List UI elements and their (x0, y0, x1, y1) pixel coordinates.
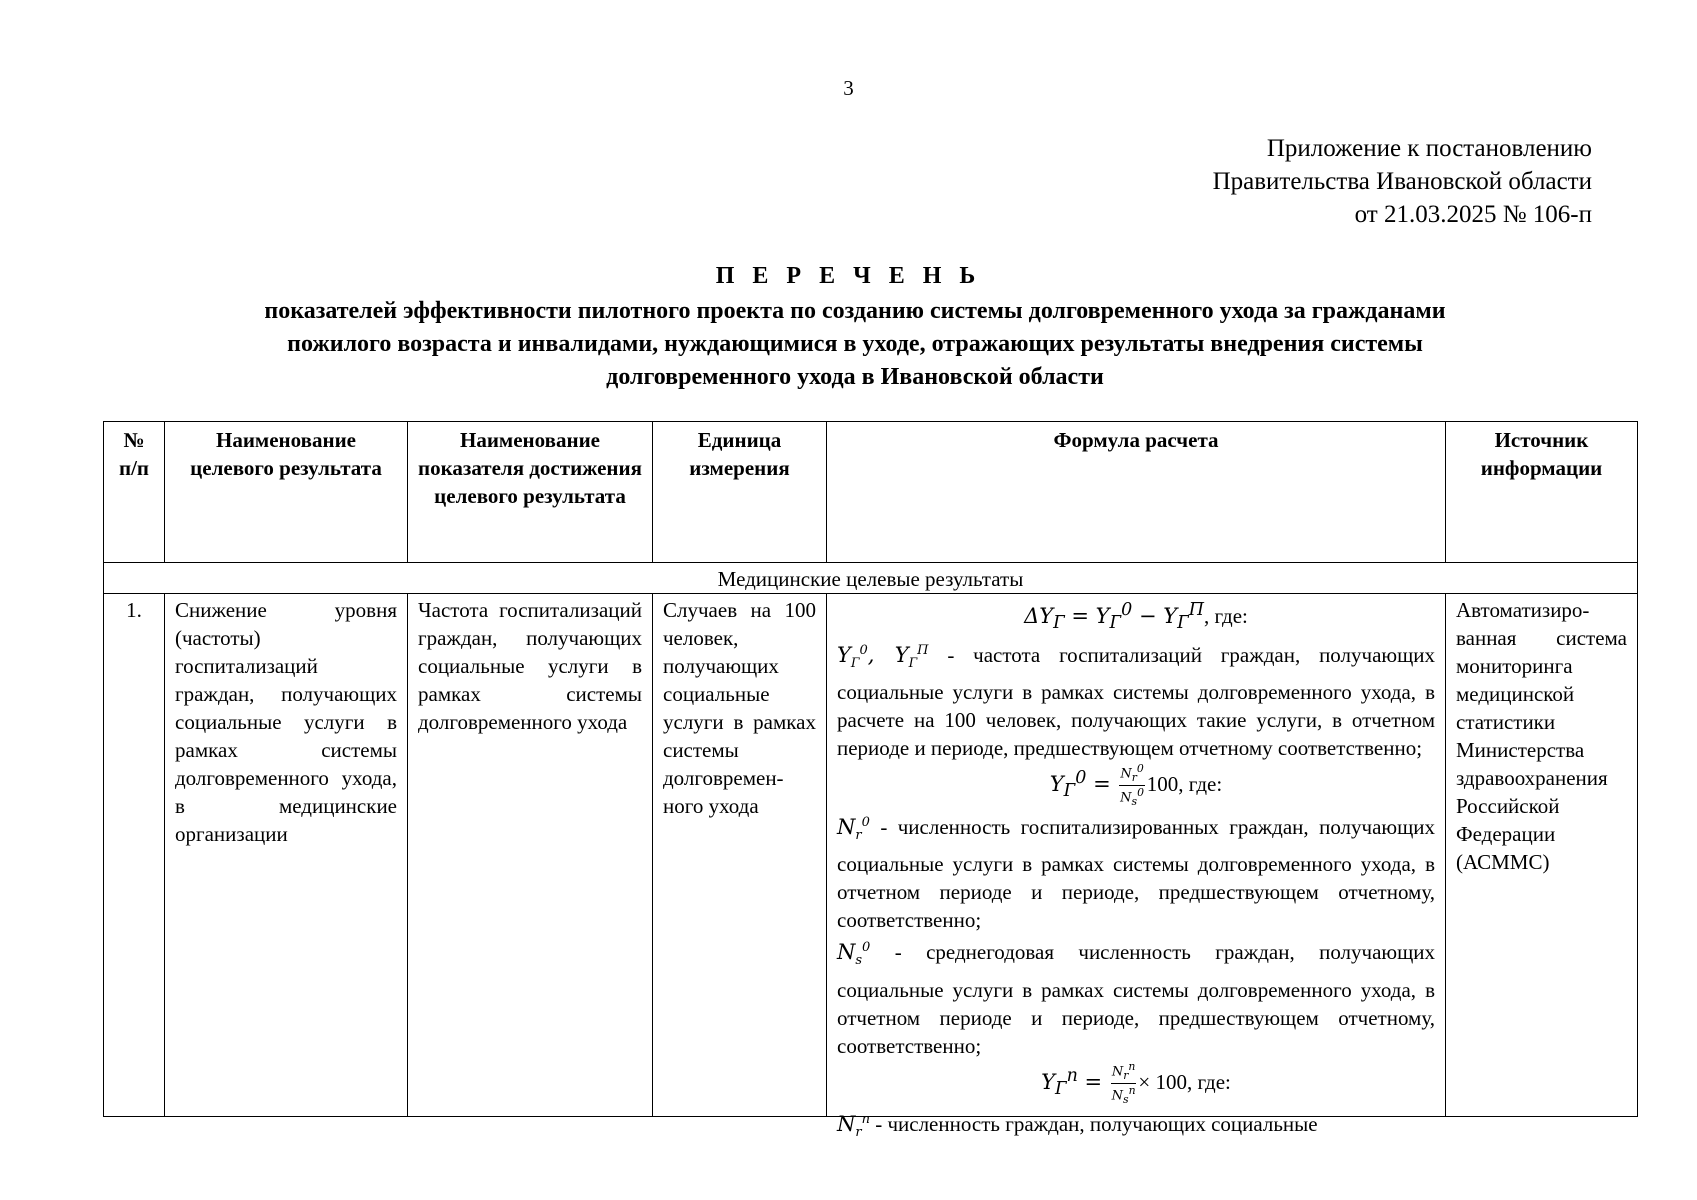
formula-paragraph: $Y_Г^0$, $Y_Г^П$ - частота госпитализаций граждан, получающих социальные услуги в рамках системы долговременного ухода, в расчете на 100 человек, получающих такие услуги, в отчетном периоде и периоде, предшествующем отчетному соответственно; (837, 643, 1435, 761)
row-formula (827, 594, 1446, 1141)
formula-paragraph: $N_s^0$ - среднегодовая численность граждан, получающих социальные услуги в рамках системы долговременного ухода, в отчетном периоде и периоде, предшествующем отчетному, соответственно; (837, 940, 1435, 1058)
formula-delta: $\Delta Y_Г = Y_Г^0 - Y_Г^П$, где: (1024, 600, 1248, 634)
row-source: Автоматизиро-ванная система мониторинга медицинской статистики Министерства здравоохранения Российской Федерации (АСММС) (1446, 594, 1638, 1117)
page-number: 3 (843, 76, 854, 100)
row-indicator: Частота госпитализаций граждан, получающих социальные услуги в рамках системы долговременного ухода (408, 594, 653, 1117)
row-num: 1. (104, 594, 165, 1117)
header-num: № п/п (104, 422, 165, 563)
header-indicator: Наименование показателя достижения целевого результата (408, 422, 653, 563)
formula-paragraph: $N_r^п$ - численность граждан, получающих социальные (837, 1112, 1318, 1141)
subtitle-line: долговременного ухода в Ивановской области (606, 364, 1104, 390)
header-formula: Формула расчета (827, 422, 1446, 563)
appendix-line: Правительства Ивановской области (1212, 168, 1592, 195)
appendix-date-line: от 21.03.2025 № 106-п (1354, 201, 1592, 228)
section-row (104, 563, 1638, 594)
row-unit: Случаев на 100 человек, получающих социальные услуги в рамках системы долговремен-ного ухода (653, 594, 827, 1117)
header-source: Источник информации (1446, 422, 1638, 563)
formula-paragraph: $N_r^0$ - численность госпитализированных граждан, получающих социальные услуги в рамках системы долговременного ухода, в отчетном периоде и периоде, предшествующем отчетному, соответственно; (837, 815, 1436, 933)
subtitle-line: пожилого возраста и инвалидами, нуждающимися в уходе, отражающих результаты внедрения системы (287, 331, 1423, 357)
table-header-row (104, 422, 1638, 563)
document-subtitle (150, 295, 1560, 394)
formula-yp: $Y_Г^п$ = $\frac{N_r^п}{N_s^п}$ × 100, где: (1041, 1059, 1231, 1106)
subtitle-line: показателей эффективности пилотного проекта по созданию системы долговременного ухода за гражданами (264, 298, 1446, 324)
section-title: Медицинские целевые результаты (104, 563, 1638, 594)
indicators-table (103, 421, 1638, 1141)
appendix-line: Приложение к постановлению (1266, 135, 1592, 162)
formula-y0: $Y_Г^0$ = $\frac{N_r^0}{N_s^0}$ 100, где: (1049, 762, 1223, 809)
appendix-block (1213, 132, 1592, 231)
header-target-result: Наименование целевого результата (165, 422, 408, 563)
header-unit: Единица измерения (653, 422, 827, 563)
document-title: П Е Р Е Ч Е Н Ь (715, 263, 982, 289)
row-target-result: Снижение уровня (частоты) госпитализаций граждан, получающих социальные услуги в рамках системы долговременного ухода, в медицинские организации (165, 594, 408, 1117)
table-row (104, 594, 1638, 1117)
